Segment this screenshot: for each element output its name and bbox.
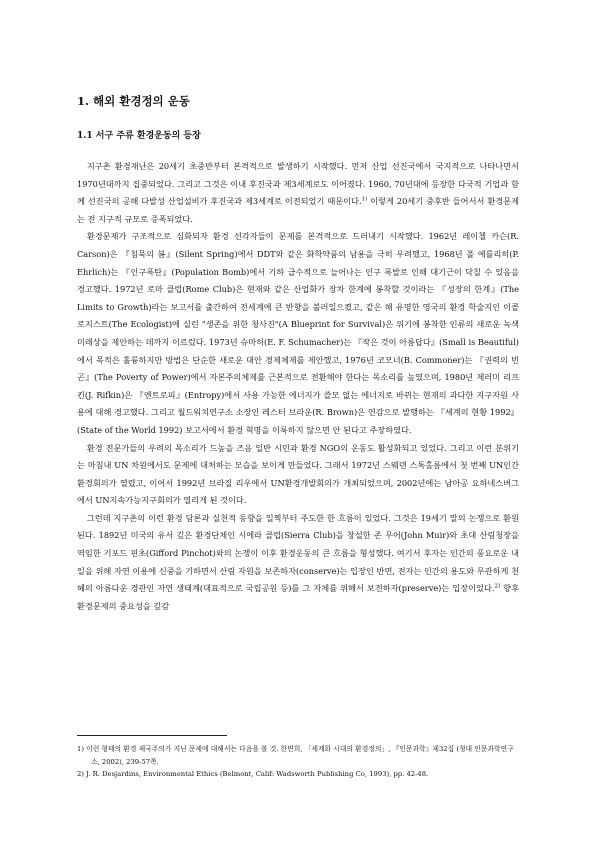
paragraph-text: 환경 전문가들의 우려의 목소리가 드높을 즈음 일반 시민과 환경 NGO의 운동도 활성화되고 있었다. 그리고 이런 분위기는 마침내 UN 차원에서도 문제에 대처하는 모습을 보이게 만들었다. 그래서 1972년 스웨덴 스톡홀름에서 첫 번째 UN인간환경회의가 열렸고, 이어서 1992년 브라질 리우에서 UN환경개발회의가 개최되었으며, 2002년에는 남아공 요하네스버그에서 UN지속가능지구회의가 열리게 된 것이다. [77, 442, 519, 506]
subsection-heading: 1.1 서구 주류 환경운동의 등장 [77, 131, 201, 141]
body-text [77, 158, 519, 615]
paragraph [77, 510, 519, 616]
paragraph-text: 환경문제가 구조적으로 심화되자 환경 선각자들이 문제를 본격적으로 드러내기 시작했다. 1962년 레이첼 카슨(R. Carson)은 『침묵의 봄』(Silent Spring)에서 DDT와 같은 화학약품의 남용을 극히 우려했고, 1968년 폴 에를리히(P. Ehrlich)는 『인구폭탄』(Population Bomb)에서 기하 급수적으로 늘어나는 인구 폭발로 인해 대기근이 닥칠 수 있음을 경고했다. 1972년 로마 클럽(Rome Club)은 현재와 같은 산업화가 장차 한계에 봉착할 것이라는 『성장의 한계』(The Limits to Growth)라는 보고서를 출간하여 전세계에 큰 반향을 불러일으켰고, 같은 해 유명한 영국의 환경 학술지인 이콜로지스트(The Ecologist)에 실린 "생존을 위한 청사진"(A Blueprint for Survival)은 위기에 봉착한 인류의 새로운 녹색 미래상을 제안하는 데까지 이르렀다. 1973년 슈마허(E. F. Schumacher)는 『작은 것이 아름답다』(Small is Beautiful)에서 목적은 훌륭하지만 방법은 단순한 새로운 대안 경제체제를 제안했고, 1976년 코모너(B. Commoner)는 『권력의 빈곤』(The Poverty of Power)에서 자본주의체제를 근본적으로 전환해야 한다는 목소리를 높였으며, 1980년 제러미 리프킨(J. Rifkin)은 『엔트로피』(Entropy)에서 사용 가능한 에너지가 쓸모 없는 에너지로 바뀌는 현재의 과다한 지구자원 사용에 대해 경고했다. 그리고 월드워치연구소 소장인 레스터 브라운(R. Brown)은 연감으로 발행하는 『세계의 현황 1992』(State of the World 1992) 보고서에서 환경 혁명을 이룩하지 않으면 안 된다고 주장하였다. [77, 231, 519, 435]
footnote-ref: 1) [361, 196, 368, 203]
footnote: 1) 이런 형태의 환경 제국주의가 지닌 문제에 대해서는 다음을 볼 것. 한면희, 「세계화 시대의 환경정의」, 『인문과학』제32집 (청대 인문과학연구소, 2002), 239-57쪽. [77, 745, 514, 766]
footnotes [77, 743, 519, 781]
paragraph [77, 440, 519, 510]
footnote-divider [77, 735, 227, 736]
paragraph-text: 그런데 지구촌의 이런 환경 담론과 실천적 동향을 일찍부터 주도한 한 흐름이 있었다. 그것은 19세기 말의 논쟁으로 환원된다. 1892년 미국의 유서 깊은 환경단체인 시에라 클럽(Sierra Club)을 창설한 존 무어(John Muir)와 초대 산림청장을 역임한 기포드 핀초(Gifford Pinchot)와의 논쟁이 이후 환경운동의 큰 흐름을 형성했다. 여기서 후자는 인간의 풍요로운 내일을 위해 자연 이용에 신중을 기하면서 산림 자원을 보존하자(conserve)는 입장인 반면, 전자는 인간의 용도와 무관하게 천혜의 아름다운 경관인 자연 생태계(대표적으로 국립공원 등)를 그 자체를 위해서 보전하자(preserve)는 입장이었다. [77, 512, 519, 594]
paragraph [77, 158, 519, 228]
paragraph-text: 향후 환경문제의 중요성을 깊감 [77, 583, 520, 611]
footnote-ref: 2) [494, 583, 501, 590]
section-heading: 1. 해외 환경정의 운동 [77, 94, 190, 108]
paragraph-text: 지구촌 환경재난은 20세기 초중반부터 본격적으로 발생하기 시작했다. 먼저 산업 선진국에서 국지적으로 나타나면서 1970년대까지 집중되었다. 그리고 그것은 이내 후진국과 제3세계로도 이어졌다. 1960, 70년대에 등장한 다국적 기업과 함께 선진국의 공해 다발성 산업설비가 후진국과 제3세계로 이전되었기 때문이다. [77, 161, 519, 207]
footnote: 2) J. R. Desjardins, Environmental Ethics (Belmont, Calif: Wadsworth Publishing Co, 1993), pp. 42-48. [77, 770, 429, 778]
paragraph-text: 이렇게 20세기 중후반 들어서서 환경문제는 전 지구적 규모로 증폭되었다. [77, 196, 519, 224]
paragraph [77, 228, 519, 439]
